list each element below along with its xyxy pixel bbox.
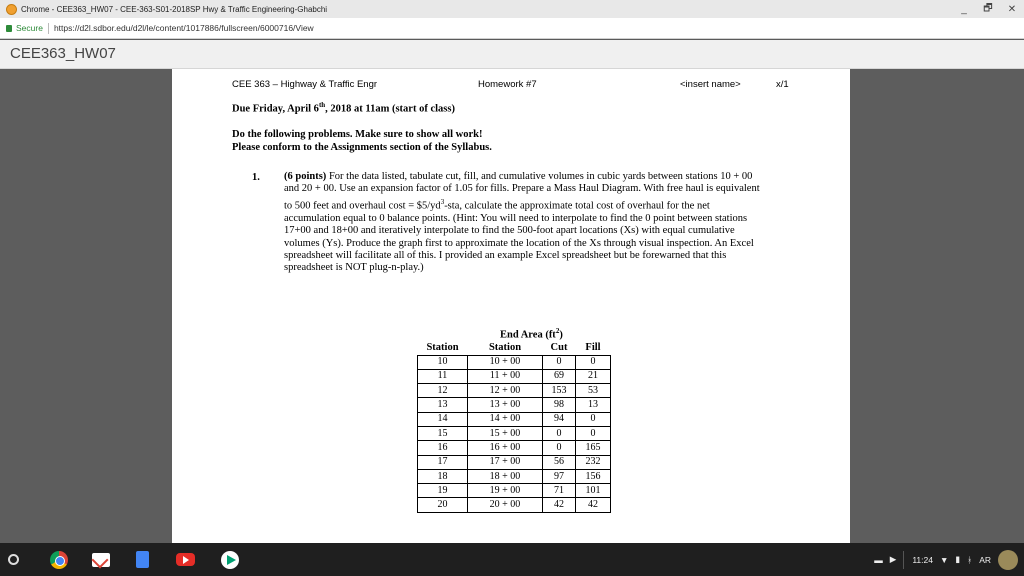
station-cell: 18 xyxy=(418,469,468,483)
table-row xyxy=(418,355,611,369)
url-text[interactable]: https://d2l.sdbor.edu/d2l/le/content/1017886/fullscreen/6000716/View xyxy=(53,23,314,33)
problem-number: 1. xyxy=(252,172,260,183)
cut-cell: 0 xyxy=(543,426,576,440)
fill-cell: 53 xyxy=(576,384,611,398)
lock-icon xyxy=(6,25,12,32)
header-cut: Cut xyxy=(550,342,568,354)
fill-cell: 0 xyxy=(576,426,611,440)
score-field: x/1 xyxy=(776,79,789,90)
name-placeholder: <insert name> xyxy=(680,79,741,90)
due-date: Due Friday, April 6th, 2018 at 11am (start of class) xyxy=(232,101,455,115)
play-store-icon[interactable] xyxy=(221,551,239,569)
taskbar xyxy=(0,543,1024,576)
youtube-icon[interactable] xyxy=(176,553,195,566)
fill-cell: 13 xyxy=(576,398,611,412)
notification-icon[interactable]: ▬ xyxy=(874,554,883,565)
table-caption: End Area $(ft^2)$ xyxy=(500,327,563,341)
station-cell: 11 xyxy=(418,369,468,383)
viewer-title: CEE363_HW07 xyxy=(10,45,116,62)
minimize-button[interactable]: _ xyxy=(961,3,967,15)
window-titlebar xyxy=(0,0,1024,18)
station-cell: 19 xyxy=(418,484,468,498)
station-cell: 10 xyxy=(418,355,468,369)
launcher-icon[interactable] xyxy=(8,554,19,565)
station-full-cell: 20 + 00 xyxy=(468,498,543,512)
cut-cell: 0 xyxy=(543,355,576,369)
station-full-cell: 12 + 00 xyxy=(468,384,543,398)
document-viewer[interactable] xyxy=(0,69,1024,543)
fill-cell: 156 xyxy=(576,469,611,483)
station-full-cell: 10 + 00 xyxy=(468,355,543,369)
station-full-cell: 16 + 00 xyxy=(468,441,543,455)
tray-separator xyxy=(903,551,904,569)
cut-cell: 42 xyxy=(543,498,576,512)
station-cell: 14 xyxy=(418,412,468,426)
address-bar[interactable] xyxy=(0,18,1024,39)
station-cell: 12 xyxy=(418,384,468,398)
station-full-cell: 11 + 00 xyxy=(468,369,543,383)
fill-cell: 165 xyxy=(576,441,611,455)
header-fill: Fill xyxy=(585,342,601,354)
chrome-icon[interactable] xyxy=(50,551,68,569)
header-station: Station xyxy=(426,342,459,354)
table-row xyxy=(418,426,611,440)
chrome-logo-icon xyxy=(6,4,17,15)
header-station-full: Station xyxy=(488,342,522,354)
system-tray[interactable] xyxy=(874,543,1024,576)
window-title: Chrome - CEE363_HW07 - CEE-363-S01-2018SP Hwy & Traffic Engineering-Ghabchi xyxy=(21,4,328,14)
fill-cell: 101 xyxy=(576,484,611,498)
station-cell: 17 xyxy=(418,455,468,469)
fill-cell: 42 xyxy=(576,498,611,512)
cut-cell: 153 xyxy=(543,384,576,398)
station-full-cell: 13 + 00 xyxy=(468,398,543,412)
battery-icon: ▮ xyxy=(955,554,961,564)
table-row xyxy=(418,369,611,383)
user-avatar[interactable] xyxy=(998,550,1018,570)
cut-cell: 71 xyxy=(543,484,576,498)
course-title: CEE 363 – Highway & Traffic Engr xyxy=(232,79,378,90)
cut-cell: 98 xyxy=(543,398,576,412)
fill-cell: 232 xyxy=(576,455,611,469)
fill-cell: 21 xyxy=(576,369,611,383)
maximize-button[interactable]: 🗗 xyxy=(983,2,993,14)
station-full-cell: 14 + 00 xyxy=(468,412,543,426)
table-row xyxy=(418,484,611,498)
problem-text: (6 points) For the data listed, tabulate cut, fill, and cumulative volumes in cubic yards between stations 10 + 00 and 20 + 00. Use an expansion factor of 1.05 for fills. Prepare a Mass Haul Diagram. With free haul is equivalent to 500 feet and overhaul $\cos t = \$5/yd^3$-sta, calculate the approximate total cost of overhaul for the net accumulation equal to 0 balance points. (Hint: You will need to interpolate to find the 0 point between stations 17+00 and 18+00 and iteratively interpolate to find the 500-foot apart locations (Xs) with equal cumulative volumes (Ys). Produce the graph first to approximate the location of the Xs through visual inspection. An Excel spreadsheet will facilitate all of this. I provided an example Excel spreadsheet but be forewarned that this spreadsheet is NOT plug-n-play.) xyxy=(284,171,760,274)
table-header-row xyxy=(418,341,611,355)
fill-cell: 0 xyxy=(576,412,611,426)
cut-cell: 97 xyxy=(543,469,576,483)
table-row xyxy=(418,469,611,483)
table-row xyxy=(418,412,611,426)
table-row xyxy=(418,498,611,512)
cut-cell: 94 xyxy=(543,412,576,426)
table-row xyxy=(418,384,611,398)
fill-cell: 0 xyxy=(576,355,611,369)
homework-title: Homework #7 xyxy=(478,79,537,90)
station-cell: 15 xyxy=(418,426,468,440)
media-icon[interactable]: ▶ xyxy=(889,554,897,564)
station-full-cell: 19 + 00 xyxy=(468,484,543,498)
cut-cell: 0 xyxy=(543,441,576,455)
secure-label: Secure xyxy=(16,23,43,33)
table-row xyxy=(418,455,611,469)
viewer-header xyxy=(0,40,1024,69)
locale-label[interactable]: AR xyxy=(979,554,991,565)
clock[interactable]: 11:24 xyxy=(912,554,933,565)
gmail-icon[interactable] xyxy=(92,553,110,567)
docs-icon[interactable] xyxy=(136,551,149,568)
station-cell: 16 xyxy=(418,441,468,455)
station-cell: 13 xyxy=(418,398,468,412)
wifi-icon: ▼ xyxy=(939,554,949,565)
instruction-line-2: Please conform to the Assignments section of the Syllabus. xyxy=(232,141,492,153)
table-row xyxy=(418,398,611,412)
station-full-cell: 17 + 00 xyxy=(468,455,543,469)
cut-cell: 69 xyxy=(543,369,576,383)
table-row xyxy=(418,441,611,455)
instructions xyxy=(232,129,492,154)
address-separator xyxy=(48,23,49,34)
station-full-cell: 15 + 00 xyxy=(468,426,543,440)
instruction-line-1: Do the following problems. Make sure to show all work! xyxy=(232,129,483,140)
cut-cell: 56 xyxy=(543,455,576,469)
document-page xyxy=(172,69,850,543)
station-full-cell: 18 + 00 xyxy=(468,469,543,483)
power-icon: ᚼ xyxy=(967,554,973,565)
close-button[interactable]: ✕ xyxy=(1007,3,1017,15)
end-area-table xyxy=(417,341,611,513)
station-cell: 20 xyxy=(418,498,468,512)
